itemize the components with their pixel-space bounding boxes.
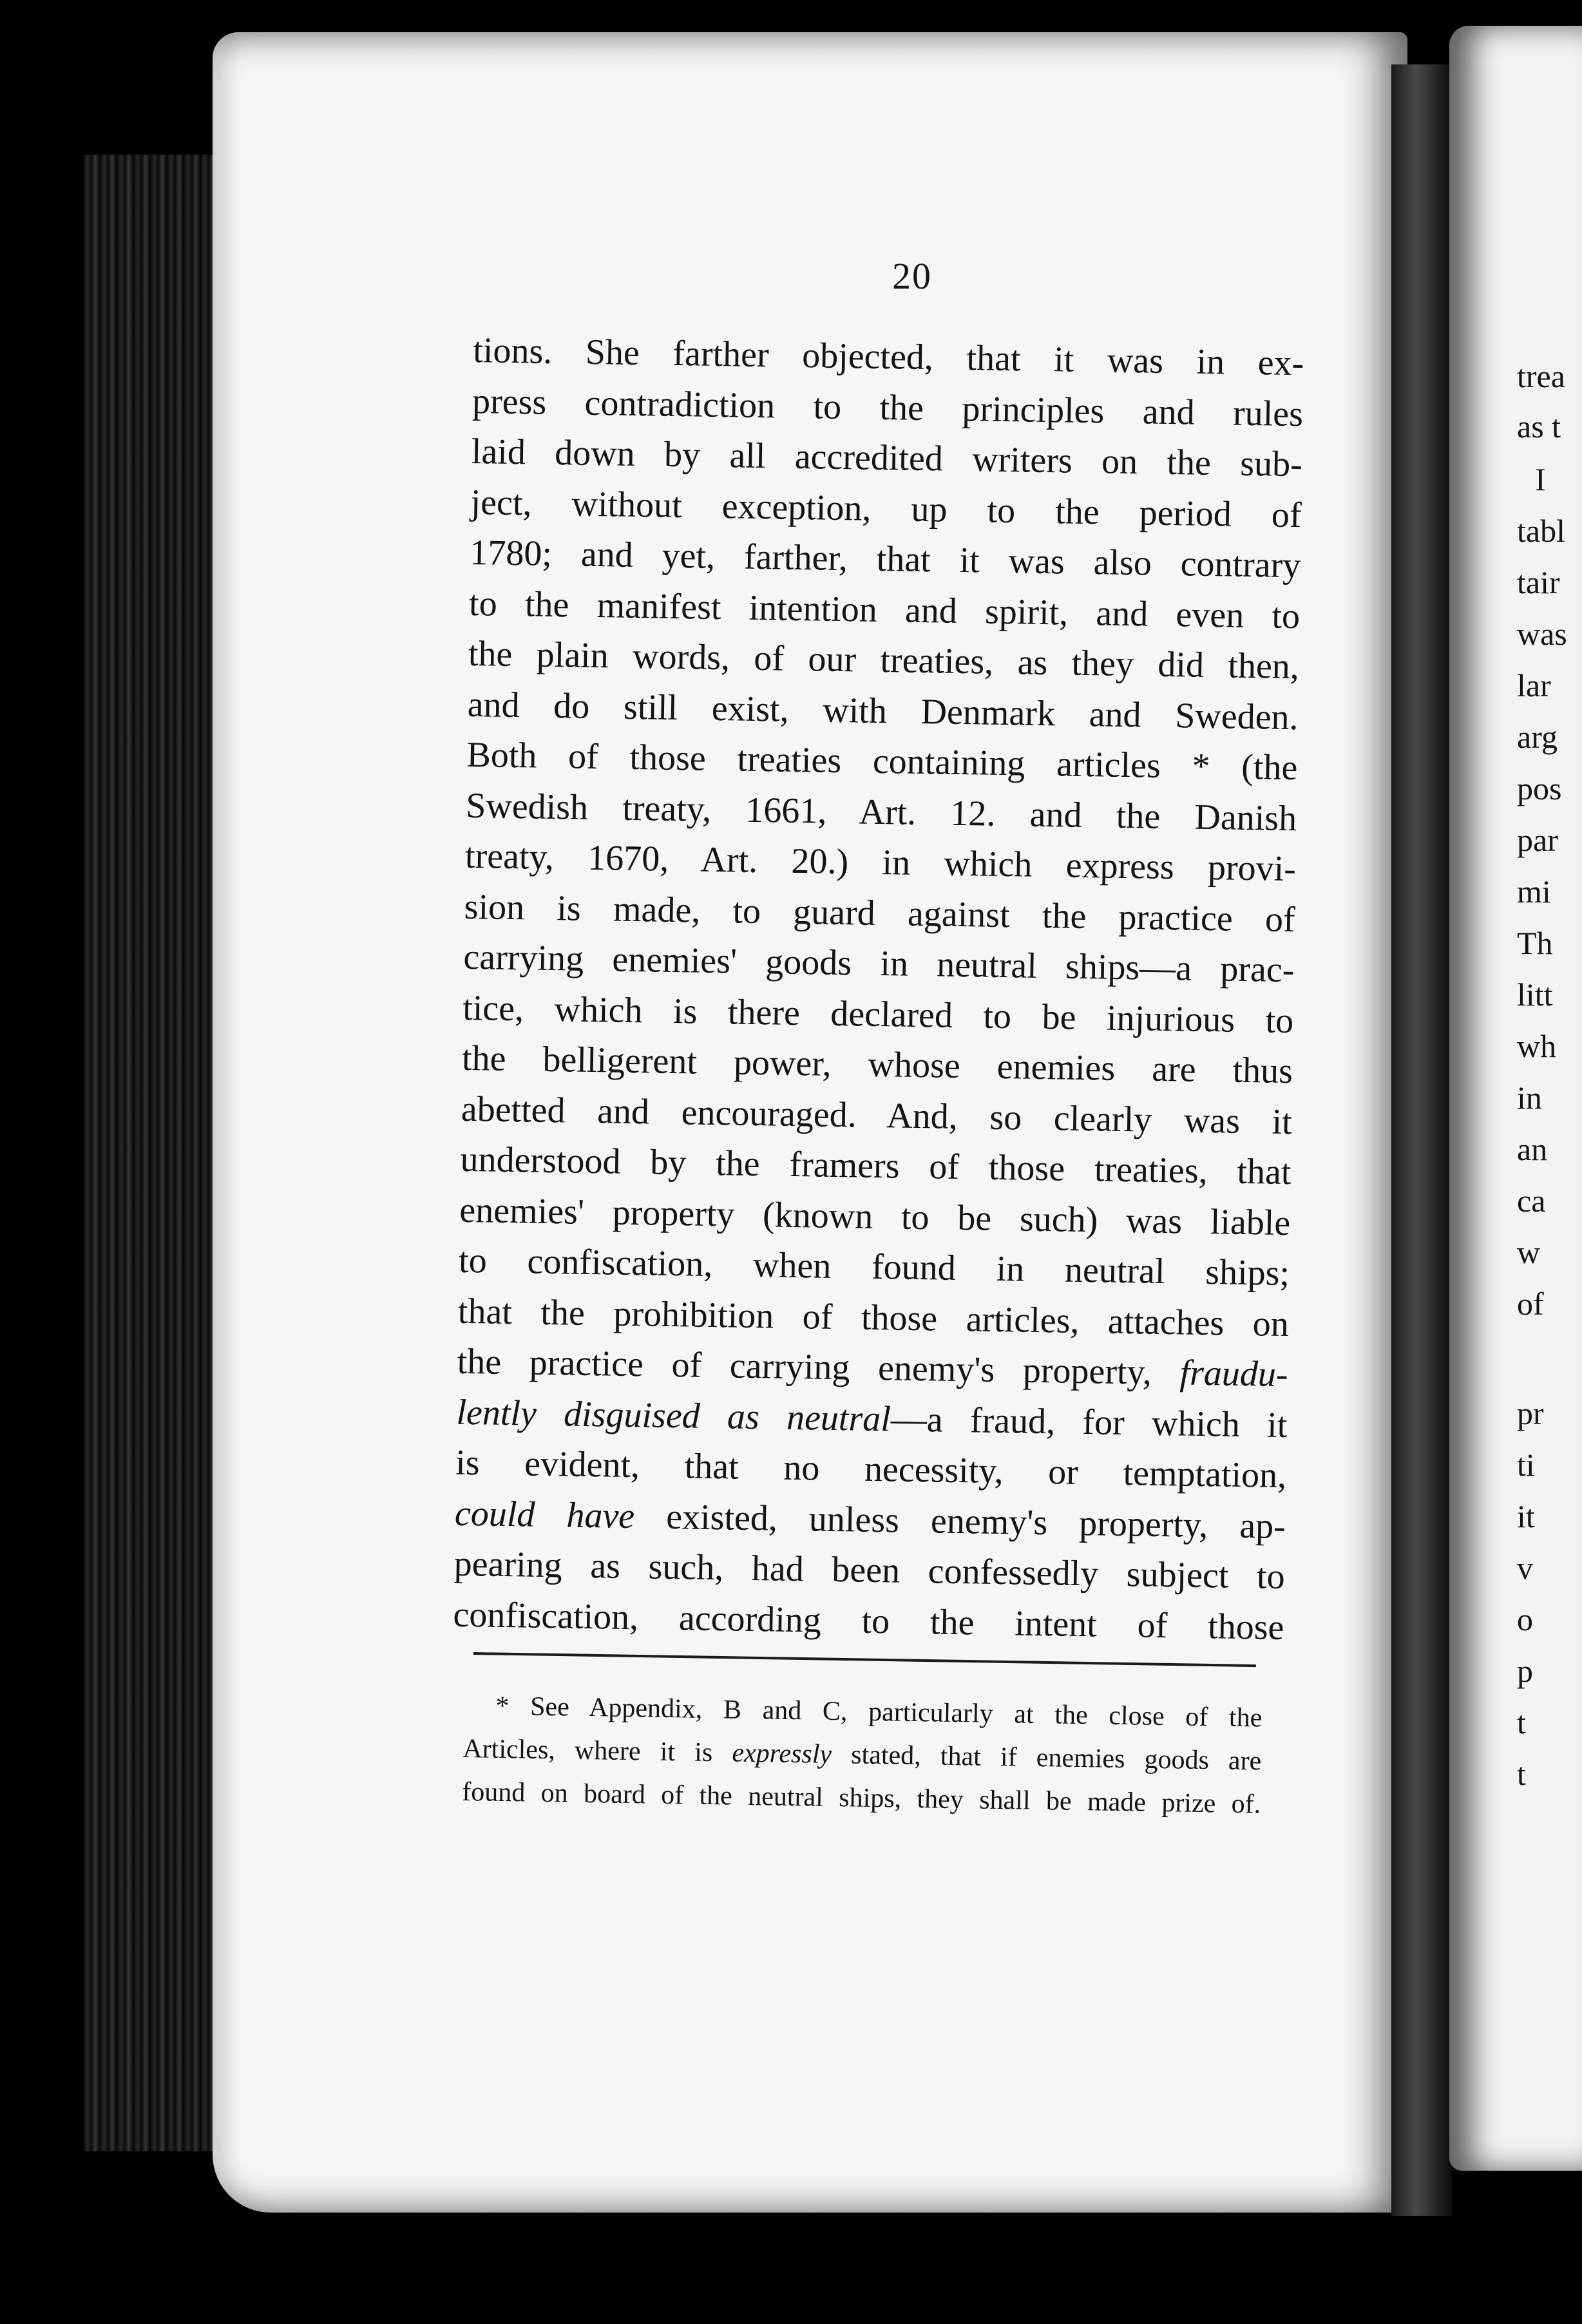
footnote [462, 1684, 1263, 1826]
italic-text: expressly [732, 1738, 832, 1769]
text-line: Swedish treaty, 1661, Art. 12. and the Danish [465, 785, 1297, 839]
text-line: pearing as such, had been confessedly subject to [453, 1543, 1286, 1597]
text-run: Articles, where it is [462, 1733, 732, 1768]
footnote-line: * See Appendix, B and C, particularly at the close of the [495, 1691, 1263, 1733]
facing-page-fragment: litt [1517, 976, 1553, 1013]
text-run: the practice of carrying enemy's property, [457, 1341, 1181, 1393]
text-line: ject, without exception, up to the period of [470, 482, 1302, 535]
text-line: laid down by all accredited writers on the sub- [471, 431, 1303, 485]
text-line: understood by the framers of those treaties, that [460, 1139, 1291, 1193]
facing-page-fragment: ti [1517, 1447, 1535, 1483]
text-line: is evident, that no necessity, or temptation, [455, 1442, 1287, 1496]
facing-page-fragment: trea [1517, 358, 1565, 394]
facing-page-fragment: v [1517, 1550, 1533, 1586]
facing-page-text [1517, 357, 1582, 1839]
text-line: the plain words, of our treaties, as they did then, [468, 633, 1300, 687]
facing-page-fragment: ca [1517, 1183, 1546, 1219]
text-line: treaty, 1670, Art. 20.) in which express provi- [464, 835, 1297, 890]
facing-page-fragment: t [1517, 1756, 1526, 1792]
facing-page-fragment: tair [1517, 564, 1560, 600]
facing-page-fragment: pos [1517, 770, 1562, 806]
italic-text: could have [454, 1493, 635, 1536]
text-line: carrying enemies' goods in neutral ships—a prac- [463, 937, 1295, 991]
facing-page-fragment: an [1517, 1131, 1548, 1167]
facing-page-fragment: as t [1517, 408, 1561, 444]
page-edge-stack [84, 155, 222, 2151]
text-line: Both of those treaties containing articles * (the [466, 734, 1298, 788]
text-line: to confiscation, when found in neutral ships; [458, 1240, 1290, 1294]
facing-page-fragment: arg [1517, 719, 1558, 755]
facing-page-fragment: of [1517, 1286, 1544, 1322]
facing-page-fragment: in [1517, 1080, 1542, 1116]
italic-text: fraudu- [1179, 1353, 1289, 1395]
facing-page-fragment: was [1517, 616, 1567, 652]
text-line: press contradiction to the principles and rules [472, 381, 1304, 434]
facing-page-fragment: mi [1517, 873, 1551, 910]
facing-page-fragment: wh [1517, 1028, 1557, 1064]
text-line: tions. She farther objected, that it was in ex- [472, 330, 1304, 384]
facing-page-fragment: o [1517, 1601, 1533, 1637]
text-line: and do still exist, with Denmark and Sweden. [467, 684, 1299, 738]
facing-page-fragment: tabl [1517, 513, 1565, 549]
text-run: —a fraud, for which it [890, 1398, 1288, 1445]
page-number: 20 [892, 255, 932, 297]
facing-page-fragment: pr [1517, 1395, 1544, 1431]
text-line: confiscation, according to the intent of those [453, 1594, 1284, 1648]
facing-page-fragment: w [1517, 1234, 1541, 1270]
book-gutter [1391, 64, 1453, 2216]
text-line: the belligerent power, whose enemies are thus [461, 1038, 1293, 1092]
text-line: 1780; and yet, farther, that it was also contrary [469, 532, 1301, 586]
facing-page-fragment: it [1517, 1498, 1535, 1534]
text-line: to the manifest intention and spirit, and even to [468, 583, 1301, 636]
footnote-line: found on board of the neutral ships, they shall be made prize of. [462, 1776, 1261, 1820]
facing-page-fragment: t [1517, 1704, 1526, 1740]
text-line: that the prohibition of those articles, attaches on [457, 1291, 1290, 1344]
text-line: abetted and encouraged. And, so clearly was it [461, 1089, 1293, 1142]
text-run: stated, that if enemies goods are [831, 1739, 1262, 1776]
text-line: tice, which is there declared to be injurious to [462, 987, 1294, 1041]
facing-page-fragment: Th [1517, 925, 1553, 961]
facing-page-fragment: I [1535, 461, 1546, 497]
facing-page-fragment: lar [1517, 667, 1551, 703]
text-line: enemies' property (known to be such) was liable [459, 1190, 1291, 1243]
italic-text: lently disguised as neutral [456, 1392, 891, 1439]
body-text [453, 325, 1304, 1653]
facing-page-fragment: par [1517, 822, 1558, 858]
facing-page-fragment: p [1517, 1653, 1533, 1689]
text-line: sion is made, to guard against the practice of [464, 886, 1296, 940]
text-run: existed, unless enemy's property, ap- [634, 1496, 1286, 1547]
